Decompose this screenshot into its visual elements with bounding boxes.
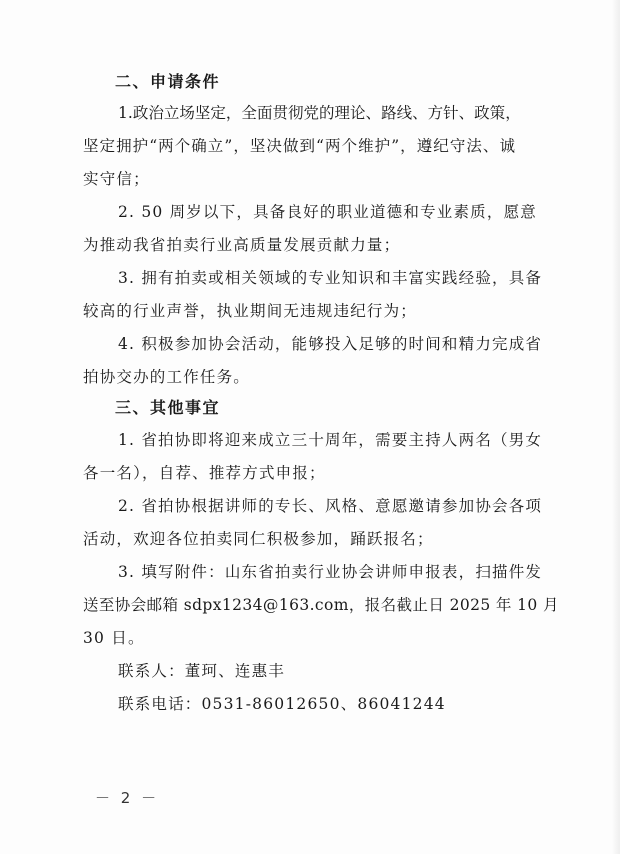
matter-1-line-2: 各一名），自荐、推荐方式申报； [83,464,326,482]
condition-1-line-1: 1 . 政 治 立 场 坚 定 ， 全 面 贯 彻 党 的 理 论 、 路 线 、 方 针 、 政 策 ， [118,104,521,122]
matter-3-line-3: 30 日。 [83,629,145,647]
contact-phone: 联系电话：0531-86012650、86041244 [118,695,446,713]
condition-2-line-1: 2. 50 周岁以下，具备良好的职业道德和专业素质，愿意 [118,203,537,221]
section-heading-other-matters: 三、其他事宜 [115,398,221,417]
page-edge-shadow [612,0,620,854]
condition-2-line-2: 为推动我省拍卖行业高质量发展贡献力量； [83,236,401,254]
section-heading-conditions: 二、申请条件 [115,72,221,91]
condition-3-line-2: 较高的行业声誉，执业期间无违规违纪行为； [83,302,418,320]
condition-3-line-1: 3. 拥有拍卖或相关领域的专业知识和丰富实践经验，具备 [118,269,543,287]
page-number: － 2 － [95,789,160,807]
matter-1-line-1: 1. 省拍协即将迎来成立三十周年，需要主持人两名（男女 [118,431,543,449]
matter-3-line-1: 3. 填写附件：山东省拍卖行业协会讲师申报表，扫描件发 [118,563,543,581]
matter-2-line-2: 活动，欢迎各位拍卖同仁积极参加，踊跃报名； [83,530,434,548]
condition-1-line-2: 坚 定 拥 护 “ 两 个 确 立 ” ， 坚 决 做 到 “ 两 个 维 护 ” ， 遵 纪 守 法 、 诚 [83,137,515,155]
contact-person: 联系人：董珂、连惠丰 [118,662,286,680]
condition-1-line-3: 实守信； [83,170,150,188]
matter-2-line-1: 2. 省拍协根据讲师的专长、风格、意愿邀请参加协会各项 [118,497,543,515]
condition-4-line-2: 拍协交办的工作任务。 [83,368,251,386]
matter-3-line-2: 送至协会邮箱 sdpx1234@163.com，报名截止日 2025 年 10 月 [83,596,559,614]
condition-4-line-1: 4. 积极参加协会活动，能够投入足够的时间和精力完成省 [118,335,543,353]
